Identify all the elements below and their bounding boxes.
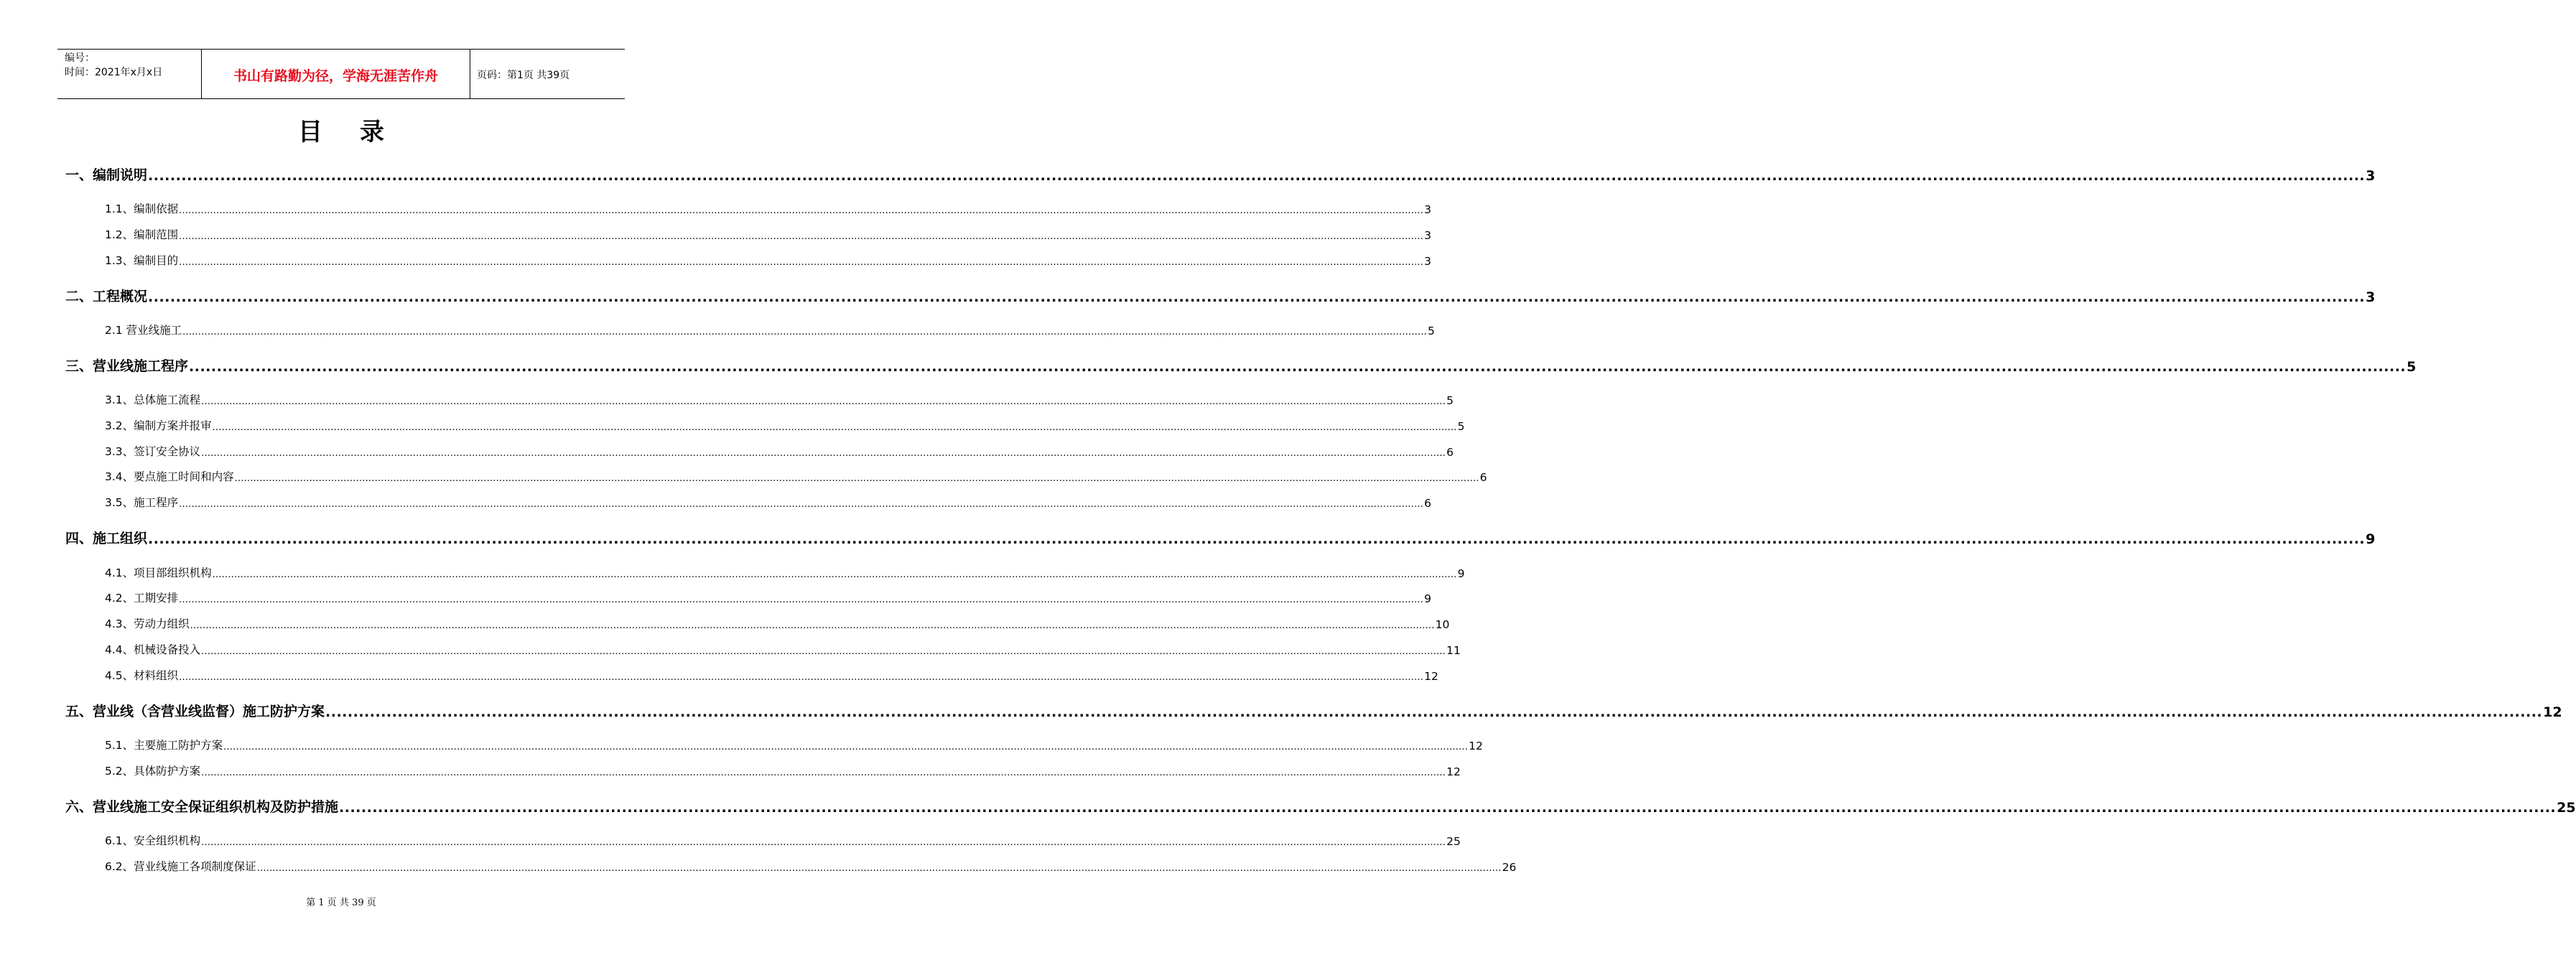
toc-page-number: 10 <box>1435 618 1450 631</box>
toc-subsection-entry[interactable] <box>105 391 1454 407</box>
toc-dot-leader: ................................................................................................................................................................................................................................................................................................................................................................................................................ <box>212 569 1457 580</box>
toc-page-number: 6 <box>1424 497 1431 510</box>
toc-subsection-entry[interactable] <box>105 494 1431 510</box>
toc-subsection-entry[interactable] <box>105 615 1450 631</box>
toc-page-number: 3 <box>1424 203 1431 216</box>
toc-dot-leader: ................................................................................................................................................................................................................................................................................................................................................................................................................ <box>148 531 2366 547</box>
number-label: 编号： <box>65 52 95 64</box>
toc-page-number: 9 <box>1457 567 1465 580</box>
toc-page-number: 25 <box>1446 835 1461 848</box>
header-motto-cell <box>202 50 470 98</box>
toc-section-entry[interactable] <box>65 355 2417 375</box>
toc-entry-text: 3.3、签订安全协议 <box>105 445 201 458</box>
toc-page-number: 5 <box>2407 359 2417 375</box>
toc-dot-leader: ................................................................................................................................................................................................................................................................................................................................................................................................................ <box>234 473 1479 484</box>
toc-entry-text: 3.2、编制方案并报审 <box>105 419 212 432</box>
toc-dot-leader: ................................................................................................................................................................................................................................................................................................................................................................................................................ <box>179 257 1424 268</box>
toc-dot-leader: ................................................................................................................................................................................................................................................................................................................................................................................................................ <box>182 327 1428 337</box>
toc-dot-leader: ................................................................................................................................................................................................................................................................................................................................................................................................................ <box>179 231 1424 242</box>
page-info: 页码：第1页 共39页 <box>477 70 570 81</box>
toc-entry-text: 5.2、具体防护方案 <box>105 765 201 778</box>
toc-section-entry[interactable] <box>65 796 2576 816</box>
toc-entry-text: 四、施工组织 <box>65 531 148 546</box>
toc-dot-leader: ................................................................................................................................................................................................................................................................................................................................................................................................................ <box>223 742 1469 752</box>
toc-entry-text: 1.1、编制依据 <box>105 202 179 215</box>
toc-subsection-entry[interactable] <box>105 763 1461 778</box>
motto-text: 书山有路勤为径，学海无涯苦作舟 <box>233 68 438 84</box>
toc-page-number: 26 <box>1502 861 1517 874</box>
toc-subsection-entry[interactable] <box>105 200 1431 216</box>
toc-entry-text: 3.1、总体施工流程 <box>105 393 201 406</box>
toc-page-number: 25 <box>2557 800 2576 816</box>
toc-page-number: 5 <box>1428 325 1435 337</box>
toc-page-number: 12 <box>2543 704 2562 720</box>
toc-subsection-entry[interactable] <box>105 417 1465 433</box>
page-footer: 第 1 页 共 39 页 <box>306 898 376 908</box>
toc-page-number: 6 <box>1446 446 1454 459</box>
toc-entry-text: 4.1、项目部组织机构 <box>105 567 212 579</box>
toc-page-number: 5 <box>1446 394 1454 407</box>
toc-subsection-entry[interactable] <box>105 443 1454 459</box>
toc-section-entry[interactable] <box>65 701 2562 720</box>
toc-subsection-entry[interactable] <box>105 667 1438 683</box>
toc-entry-text: 五、营业线（含营业线监督）施工防护方案 <box>65 704 325 719</box>
toc-dot-leader: ................................................................................................................................................................................................................................................................................................................................................................................................................ <box>179 499 1424 510</box>
toc-dot-leader: ................................................................................................................................................................................................................................................................................................................................................................................................................ <box>148 168 2366 184</box>
toc-dot-leader: ................................................................................................................................................................................................................................................................................................................................................................................................................ <box>201 768 1446 778</box>
toc-dot-leader: ................................................................................................................................................................................................................................................................................................................................................................................................................ <box>212 422 1457 433</box>
toc-entry-text: 三、营业线施工程序 <box>65 358 189 374</box>
toc-dot-leader: ................................................................................................................................................................................................................................................................................................................................................................................................................ <box>201 646 1446 657</box>
toc-entry-text: 一、编制说明 <box>65 167 148 183</box>
toc-section-entry[interactable] <box>65 164 2376 184</box>
toc-page-number: 9 <box>1424 592 1431 605</box>
toc-page-number: 3 <box>2366 289 2376 305</box>
page-header <box>57 49 625 99</box>
toc-page-number: 11 <box>1446 644 1461 657</box>
toc-entry-text: 4.5、材料组织 <box>105 669 179 682</box>
toc-dot-leader: ................................................................................................................................................................................................................................................................................................................................................................................................................ <box>256 863 1502 874</box>
toc-dot-leader: ................................................................................................................................................................................................................................................................................................................................................................................................................ <box>179 672 1424 683</box>
toc-dot-leader: ................................................................................................................................................................................................................................................................................................................................................................................................................ <box>201 448 1446 459</box>
toc-page-number: 12 <box>1424 670 1438 683</box>
toc-subsection-entry[interactable] <box>105 564 1465 580</box>
toc-dot-leader: ................................................................................................................................................................................................................................................................................................................................................................................................................ <box>201 837 1446 848</box>
toc-page-number: 6 <box>1479 471 1487 484</box>
toc-page-number: 12 <box>1469 740 1483 752</box>
toc-dot-leader: ................................................................................................................................................................................................................................................................................................................................................................................................................ <box>189 359 2407 375</box>
toc-entry-text: 6.1、安全组织机构 <box>105 834 201 847</box>
toc-subsection-entry[interactable] <box>105 226 1431 242</box>
header-meta-cell <box>57 50 202 98</box>
toc-entry-text: 2.1 营业线施工 <box>105 324 182 337</box>
toc-page-number: 3 <box>1424 229 1431 242</box>
toc-entry-text: 6.2、营业线施工各项制度保证 <box>105 860 256 873</box>
toc-entry-text: 1.2、编制范围 <box>105 228 179 241</box>
toc-subsection-entry[interactable] <box>105 737 1483 752</box>
toc-subsection-entry[interactable] <box>105 832 1461 848</box>
toc-section-entry[interactable] <box>65 286 2376 305</box>
toc-entry-text: 六、营业线施工安全保证组织机构及防护措施 <box>65 799 339 815</box>
toc-entry-text: 二、工程概况 <box>65 289 148 304</box>
toc-entry-text: 5.1、主要施工防护方案 <box>105 739 223 752</box>
toc-dot-leader: ................................................................................................................................................................................................................................................................................................................................................................................................................ <box>190 620 1435 631</box>
toc-dot-leader: ................................................................................................................................................................................................................................................................................................................................................................................................................ <box>325 704 2543 720</box>
toc-page-number: 3 <box>1424 255 1431 268</box>
toc-entry-text: 3.5、施工程序 <box>105 496 179 509</box>
header-page-cell <box>470 50 625 98</box>
toc-page-number: 3 <box>2366 168 2376 184</box>
toc-subsection-entry[interactable] <box>105 641 1461 657</box>
toc-dot-leader: ................................................................................................................................................................................................................................................................................................................................................................................................................ <box>148 289 2366 305</box>
toc-subsection-entry[interactable] <box>105 252 1431 268</box>
toc-subsection-entry[interactable] <box>105 322 1435 337</box>
toc-entry-text: 4.2、工期安排 <box>105 592 179 605</box>
toc-entry-text: 3.4、要点施工时间和内容 <box>105 470 234 483</box>
toc-dot-leader: ................................................................................................................................................................................................................................................................................................................................................................................................................ <box>339 800 2557 816</box>
toc-subsection-entry[interactable] <box>105 858 1517 874</box>
toc-entry-text: 1.3、编制目的 <box>105 254 179 267</box>
toc-page-number: 9 <box>2366 531 2376 547</box>
time-label: 时间：2021年x月x日 <box>65 67 163 78</box>
toc-subsection-entry[interactable] <box>105 589 1431 605</box>
toc-dot-leader: ................................................................................................................................................................................................................................................................................................................................................................................................................ <box>179 595 1424 605</box>
toc-page-number: 5 <box>1457 420 1465 433</box>
toc-dot-leader: ................................................................................................................................................................................................................................................................................................................................................................................................................ <box>179 205 1424 216</box>
toc-section-entry[interactable] <box>65 528 2376 547</box>
toc-title: 目录 <box>298 118 422 146</box>
toc-dot-leader: ................................................................................................................................................................................................................................................................................................................................................................................................................ <box>201 396 1446 407</box>
toc-page-number: 12 <box>1446 765 1461 778</box>
toc-entry-text: 4.3、劳动力组织 <box>105 617 190 630</box>
toc-subsection-entry[interactable] <box>105 468 1487 484</box>
toc-entry-text: 4.4、机械设备投入 <box>105 643 201 656</box>
